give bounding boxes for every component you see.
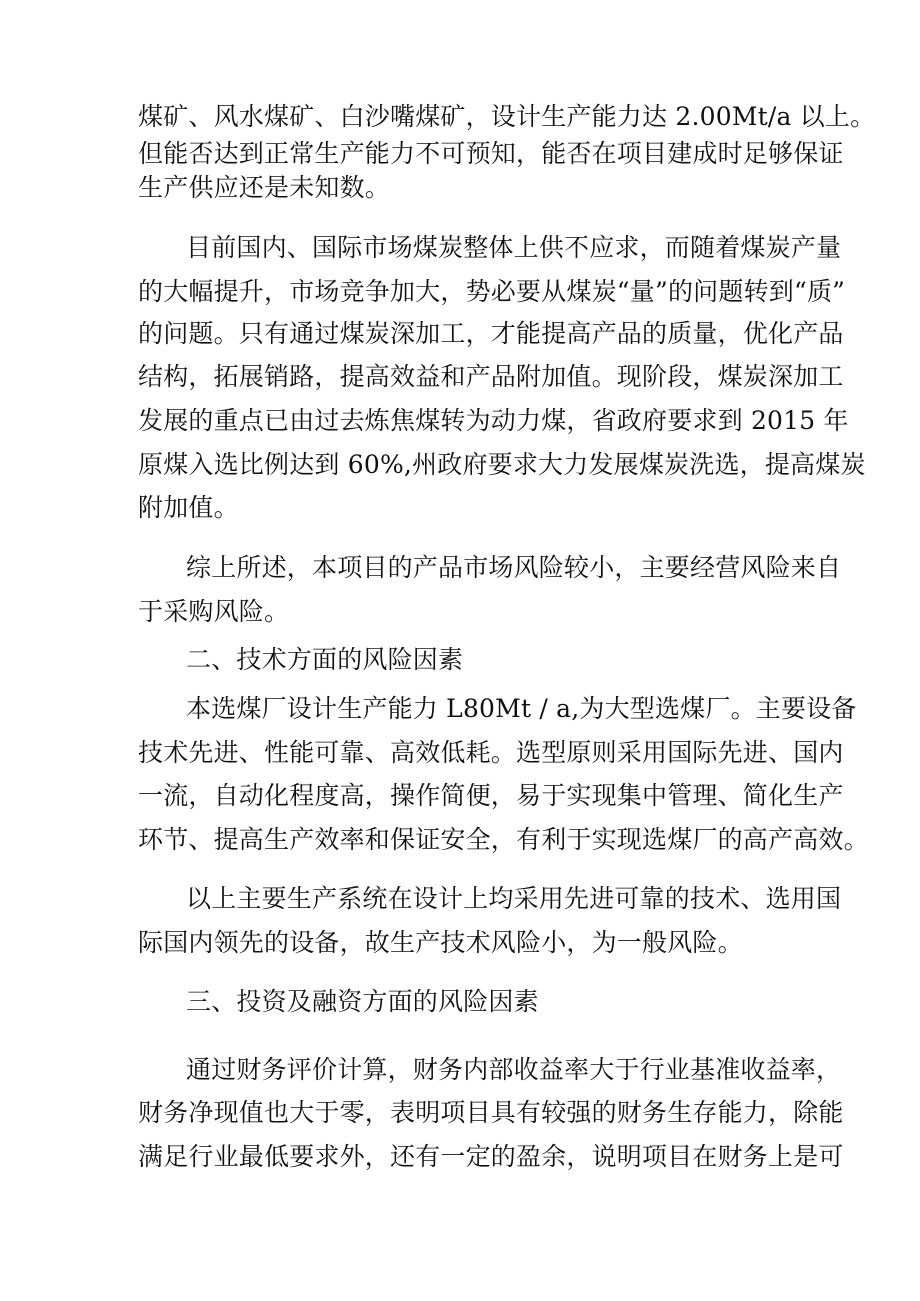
text-line: 财务净现值也大于零，表明项目具有较强的财务生存能力，除能 <box>138 1098 844 1127</box>
text-line: 综上所述，本项目的产品市场风险较小，主要经营风险来自 <box>186 553 842 582</box>
text-line: 煤矿、风水煤矿、白沙嘴煤矿，设计生产能力达 2.00Mt/a 以上。 <box>138 102 876 131</box>
section-heading: 三、投资及融资方面的风险因素 <box>186 987 539 1016</box>
text-line: 原煤入选比例达到 60%,州政府要求大力发展煤炭洗选，提高煤炭 <box>138 450 866 479</box>
text-line: 附加值。 <box>138 493 239 522</box>
text-line: 以上主要生产系统在设计上均采用先进可靠的技术、选用国 <box>186 884 842 913</box>
text-line: 生产供应还是未知数。 <box>138 173 391 202</box>
text-line: 本选煤厂设计生产能力 L80Mt / a,为大型选煤厂。主要设备 <box>186 694 857 723</box>
text-line: 发展的重点已由过去炼焦煤转为动力煤，省政府要求到 2015 年 <box>138 406 849 435</box>
section-heading: 二、技术方面的风险因素 <box>186 645 464 674</box>
text-line: 技术先进、性能可靠、高效低耗。选型原则采用国际先进、国内 <box>138 738 844 767</box>
text-line: 通过财务评价计算，财务内部收益率大于行业基准收益率， <box>186 1055 842 1084</box>
text-line: 的问题。只有通过煤炭深加工，才能提高产品的质量，优化产品 <box>138 319 844 348</box>
text-line: 满足行业最低要求外，还有一定的盈余，说明项目在财务上是可 <box>138 1142 844 1171</box>
text-line: 但能否达到正常生产能力不可预知，能否在项目建成时足够保证 <box>138 139 844 168</box>
text-line: 的大幅提升，市场竞争加大，势必要从煤炭“量”的问题转到“质” <box>138 277 846 306</box>
text-line: 一流，自动化程度高，操作简便，易于实现集中管理、简化生产 <box>138 781 844 810</box>
text-line: 目前国内、国际市场煤炭整体上供不应求，而随着煤炭产量 <box>186 233 842 262</box>
text-line: 际国内领先的设备，故生产技术风险小，为一般风险。 <box>138 928 743 957</box>
text-line: 结构，拓展销路，提高效益和产品附加值。现阶段，煤炭深加工 <box>138 362 844 391</box>
text-line: 于采购风险。 <box>138 597 290 626</box>
text-line: 环节、提高生产效率和保证安全，有利于实现选煤厂的高产高效。 <box>138 825 869 854</box>
